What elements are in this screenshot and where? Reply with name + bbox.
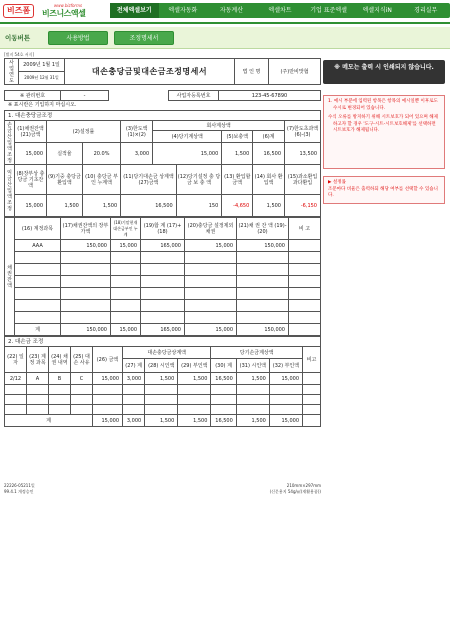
h19: (19)합 계 (17)+(18) (141, 218, 185, 240)
nav-excel-automation[interactable]: 엑셀자동화 (168, 7, 198, 14)
empty-cell (269, 405, 302, 415)
h3: (3)한도액 (1)×(2) (121, 121, 153, 143)
empty-cell[interactable] (27, 385, 49, 395)
empty-cell[interactable] (111, 300, 141, 312)
empty-cell[interactable] (289, 276, 321, 288)
mgmt-no-value: - (61, 91, 109, 101)
form-code: 22226-05211일 (4, 483, 35, 488)
empty-cell[interactable] (93, 395, 123, 405)
h-remark: 비 고 (289, 218, 321, 240)
empty-cell[interactable] (111, 288, 141, 300)
empty-cell (141, 312, 185, 324)
r3-sum: 165,000 (141, 240, 185, 252)
memo-notice-box (323, 60, 445, 84)
h-remark2: 비고 (303, 347, 321, 373)
empty-cell[interactable] (15, 300, 61, 312)
h24: (24) 채권 내역 (49, 347, 71, 373)
h31: (31) 시인액 (236, 359, 269, 373)
h-company: 회사계상액 (153, 121, 285, 131)
r3-remark[interactable] (289, 240, 321, 252)
r3-total-bal: 150,000 (237, 324, 289, 336)
note1-para2: 수식 오류를 방지하기 위해 시트보호가 되어 있으며 해제하고자 할 경우 '도구-시트-시트보호해제'를 선택하면 시트보호가 해제됩니다. (328, 115, 438, 133)
h9: (9)기중 충당금 환입액 (47, 165, 83, 195)
r4-date[interactable]: 2/12 (5, 373, 27, 385)
how-to-use-button[interactable]: 사용방법 (48, 31, 108, 45)
rate-note-body: 조문마다 비율은 출력하되 해당 여부를 선택할 수 있습니다. (328, 186, 438, 198)
h17: (17)채권잔액의 장부가액 (61, 218, 111, 240)
logo-big-text: 비즈니스액셀 (42, 9, 86, 18)
h-current-loss: 당기손금계상액 (211, 347, 303, 359)
r3-total-excl: 15,000 (185, 324, 237, 336)
reg-no-label: 사업자등록번호 (169, 91, 219, 101)
r4-amount[interactable]: 15,000 (93, 373, 123, 385)
empty-cell[interactable] (145, 395, 178, 405)
h14: (14) 회사 환입액 (253, 165, 285, 195)
empty-cell (141, 252, 185, 264)
empty-cell[interactable] (71, 395, 93, 405)
h20: (20)충당금 설정제외채권 (185, 218, 237, 240)
empty-cell[interactable] (15, 264, 61, 276)
h28: (28) 시인액 (145, 359, 178, 373)
r3-excl[interactable]: 15,000 (185, 240, 237, 252)
empty-cell[interactable] (61, 252, 111, 264)
r4-c29: 1,500 (178, 373, 211, 385)
r4-c32: 15,000 (269, 373, 302, 385)
v-supplement[interactable]: 1,500 (222, 143, 253, 165)
paper-size: 210mm×297mm (286, 483, 321, 488)
r3-total-label: 계 (15, 324, 61, 336)
empty-cell[interactable] (236, 405, 269, 415)
r4-c28[interactable]: 1,500 (145, 373, 178, 385)
empty-cell[interactable] (289, 300, 321, 312)
empty-cell[interactable] (211, 395, 236, 405)
empty-cell[interactable] (49, 405, 71, 415)
empty-cell (237, 276, 289, 288)
r4-c27[interactable]: 3,000 (123, 373, 145, 385)
side-label-deduct: 손금산입액조정 (5, 121, 15, 165)
rate-note-title: ▶ 설정률 (328, 180, 346, 185)
h7: (7)한도초과액 (6)-(3) (285, 121, 321, 143)
empty-cell (237, 264, 289, 276)
h18: (18)기말현재 대손금부인 누계 (111, 218, 141, 240)
empty-cell (269, 395, 302, 405)
empty-cell[interactable] (303, 395, 321, 405)
v15: -6,150 (285, 195, 321, 217)
nav-excel-knowledge[interactable]: 엑셀지식iN (362, 7, 392, 14)
h27: (27) 계 (123, 359, 145, 373)
h4: (4)당기계상액 (153, 131, 222, 143)
empty-cell[interactable] (61, 288, 111, 300)
corp-name-label: 법 인 명 (235, 59, 269, 85)
h30: (30) 계 (211, 359, 236, 373)
header-divider (0, 22, 450, 24)
nav-excel-chart[interactable]: 엑셀차트 (268, 7, 292, 14)
allowance-table (4, 110, 321, 217)
form-title: 대손충당금및대손금조정명세서 (65, 59, 235, 85)
empty-cell (141, 288, 185, 300)
reg-no-value[interactable]: 123-45-67890 (219, 91, 321, 101)
v-limit: 3,000 (121, 143, 153, 165)
empty-cell[interactable] (185, 264, 237, 276)
r4-total-remark (303, 415, 321, 427)
empty-cell[interactable] (289, 312, 321, 324)
r3-cum[interactable]: 15,000 (111, 240, 141, 252)
h26: (26) 금액 (93, 347, 123, 373)
empty-cell (237, 252, 289, 264)
v11: 16,500 (121, 195, 177, 217)
empty-cell[interactable] (61, 264, 111, 276)
r3-account[interactable]: AAA (15, 240, 61, 252)
empty-cell[interactable] (123, 385, 145, 395)
h8: (8)장부상 충당금 기초잔액 (15, 165, 47, 195)
empty-cell (178, 385, 211, 395)
empty-cell[interactable] (185, 252, 237, 264)
empty-cell[interactable] (71, 385, 93, 395)
empty-cell[interactable] (61, 300, 111, 312)
empty-cell (178, 405, 211, 415)
h5: (5)보충액 (222, 131, 253, 143)
form-id-table (4, 90, 321, 101)
v-total: 16,500 (253, 143, 285, 165)
empty-cell[interactable] (111, 264, 141, 276)
r3-bal: 150,000 (237, 240, 289, 252)
h29: (29) 부인액 (178, 359, 211, 373)
empty-cell (269, 385, 302, 395)
empty-cell[interactable] (211, 385, 236, 395)
top-header (0, 0, 450, 22)
v14[interactable]: 1,500 (253, 195, 285, 217)
empty-cell[interactable] (111, 312, 141, 324)
business-excel-logo[interactable] (42, 3, 102, 19)
spacer (109, 91, 169, 101)
empty-cell[interactable] (123, 395, 145, 405)
empty-cell (237, 312, 289, 324)
empty-cell[interactable] (303, 385, 321, 395)
r4-total-c32: 15,000 (269, 415, 302, 427)
r4-c30[interactable]: 16,500 (211, 373, 236, 385)
section1-title: 1. 대손충당금조정 (5, 111, 321, 121)
r4-account[interactable]: A (27, 373, 49, 385)
empty-cell[interactable] (93, 385, 123, 395)
r4-total-label: 계 (5, 415, 93, 427)
empty-cell[interactable] (15, 312, 61, 324)
h11: (11)당기대손금 상계액 (27)금액 (121, 165, 177, 195)
empty-cell (141, 276, 185, 288)
move-button-bar (0, 27, 450, 49)
v-current[interactable]: 15,000 (153, 143, 222, 165)
receivables-table (4, 217, 321, 336)
r4-total-amount: 15,000 (93, 415, 123, 427)
nav-all-excel[interactable]: 전체엑셀보기 (110, 3, 159, 18)
r4-c31[interactable]: 1,500 (236, 373, 269, 385)
empty-cell[interactable] (61, 312, 111, 324)
main-nav (110, 3, 450, 18)
v-rate[interactable]: 20.0% (82, 143, 120, 165)
h32: (32) 부인액 (269, 359, 302, 373)
r3-total-book: 150,000 (61, 324, 111, 336)
instruction-note (323, 95, 445, 169)
logo-small-text: www.bizforms (54, 3, 83, 8)
r4-total-c29: 1,500 (178, 415, 211, 427)
h21: (21)채 권 잔 액 (19)-(20) (237, 218, 289, 240)
bad-debt-table (4, 336, 321, 427)
r4-reason[interactable]: C (71, 373, 93, 385)
r4-detail[interactable]: B (49, 373, 71, 385)
empty-cell (141, 300, 185, 312)
empty-cell[interactable] (185, 288, 237, 300)
h16: (16) 계정과목 (15, 218, 61, 240)
empty-cell (237, 288, 289, 300)
empty-cell[interactable] (15, 288, 61, 300)
form-header-table (4, 58, 321, 85)
empty-cell[interactable] (5, 405, 27, 415)
empty-cell[interactable] (111, 276, 141, 288)
h25: (25) 대손 사유 (71, 347, 93, 373)
side-label-receivables: 채 권 잔 액 (5, 218, 15, 336)
h10: (10) 충당금 부인 누계액 (82, 165, 120, 195)
memo-notice-text: ※ 메모는 출력 시 인쇄되지 않습니다. (334, 64, 434, 71)
bizforms-logo[interactable]: 비즈폼 (3, 4, 34, 18)
empty-cell (178, 395, 211, 405)
empty-cell[interactable] (49, 385, 71, 395)
r3-total-cum: 15,000 (111, 324, 141, 336)
statement-button[interactable]: 조정명세서 (114, 31, 174, 45)
nav-auto-calc[interactable]: 자동계산 (219, 7, 244, 14)
v12: 150 (176, 195, 222, 217)
empty-cell (237, 300, 289, 312)
empty-cell[interactable] (5, 385, 27, 395)
paper-type: (신문용지 54g/㎡(재활용품)) (269, 489, 321, 494)
h13: (13) 환입할 금액 (222, 165, 253, 195)
corp-name-value[interactable]: (주)만비맛협 (269, 59, 321, 85)
notice-text: ※ 표시란은 기입하지 마십시오. (8, 102, 77, 108)
r3-total-sum: 165,000 (141, 324, 185, 336)
rate-note (323, 176, 445, 204)
v9[interactable]: 1,500 (47, 195, 83, 217)
r4-total-c30: 16,500 (211, 415, 236, 427)
r4-total-c27: 3,000 (123, 415, 145, 427)
v10[interactable]: 1,500 (82, 195, 120, 217)
h1: (1)채권잔액 (21)금액 (15, 121, 47, 143)
empty-cell[interactable] (49, 395, 71, 405)
empty-cell[interactable] (145, 405, 178, 415)
empty-cell[interactable] (289, 288, 321, 300)
biz-year-label: 사 업 연 도 (5, 59, 19, 85)
h15: (15)과소환입 과다환입 (285, 165, 321, 195)
empty-cell[interactable] (185, 300, 237, 312)
revision-note: 99.4.1 개정승인 (4, 489, 34, 494)
h-offset: 대손충당금상계액 (123, 347, 211, 359)
v8[interactable]: 15,000 (15, 195, 47, 217)
form-footer-left (4, 483, 35, 495)
r3-total-remark (289, 324, 321, 336)
empty-cell (141, 264, 185, 276)
form-footer-right (218, 483, 321, 495)
empty-cell[interactable] (5, 395, 27, 405)
v-rate-label: 실적율 (47, 143, 83, 165)
h6: (6)계 (253, 131, 285, 143)
empty-cell[interactable] (145, 385, 178, 395)
empty-cell[interactable] (303, 405, 321, 415)
empty-cell[interactable] (111, 252, 141, 264)
r4-remark[interactable] (303, 373, 321, 385)
v-amount[interactable]: 15,000 (15, 143, 47, 165)
statement-form (4, 58, 321, 427)
empty-cell[interactable] (123, 405, 145, 415)
empty-cell[interactable] (236, 395, 269, 405)
h2: (2)설정률 (47, 121, 121, 143)
empty-cell[interactable] (71, 405, 93, 415)
empty-cell[interactable] (289, 264, 321, 276)
empty-cell[interactable] (27, 395, 49, 405)
side-label-income: 익금산입액조정 (5, 165, 15, 217)
h12: (12)당기설정 충 당 금 보 충 액 (176, 165, 222, 195)
v-excess: 13,500 (285, 143, 321, 165)
h22: (22) 일자 (5, 347, 27, 373)
empty-cell[interactable] (15, 252, 61, 264)
period-from[interactable]: 2009년 1월 1일 (19, 59, 65, 72)
empty-cell[interactable] (27, 405, 49, 415)
empty-cell[interactable] (211, 405, 236, 415)
nav-accounting[interactable]: 경리실무 (414, 7, 438, 14)
r4-total-c28: 1,500 (145, 415, 178, 427)
empty-cell[interactable] (236, 385, 269, 395)
v13: -4,650 (222, 195, 253, 217)
form-caption: [별지 54호 서식] (4, 52, 35, 57)
empty-cell[interactable] (15, 276, 61, 288)
empty-cell[interactable] (61, 276, 111, 288)
note1-para1: 1. 예시 부분에 입력된 항목은 항목의 예시일뿐 이후로도 수시로 변경되어 있습니다. (328, 99, 438, 111)
empty-cell[interactable] (289, 252, 321, 264)
empty-cell[interactable] (93, 405, 123, 415)
nav-standard-excel[interactable]: 기업 표준엑셀 (310, 7, 347, 14)
period-to[interactable]: 2009년 12월 31일 (19, 72, 65, 85)
mgmt-no-label: ※ 관리번호 (5, 91, 61, 101)
empty-cell[interactable] (185, 276, 237, 288)
section2-title: 2. 대손금 조정 (5, 337, 321, 347)
h23: (23) 계정 과목 (27, 347, 49, 373)
r3-book[interactable]: 150,000 (61, 240, 111, 252)
empty-cell[interactable] (185, 312, 237, 324)
move-button-label: 이동버튼 (5, 34, 31, 42)
r4-total-c31: 1,500 (236, 415, 269, 427)
